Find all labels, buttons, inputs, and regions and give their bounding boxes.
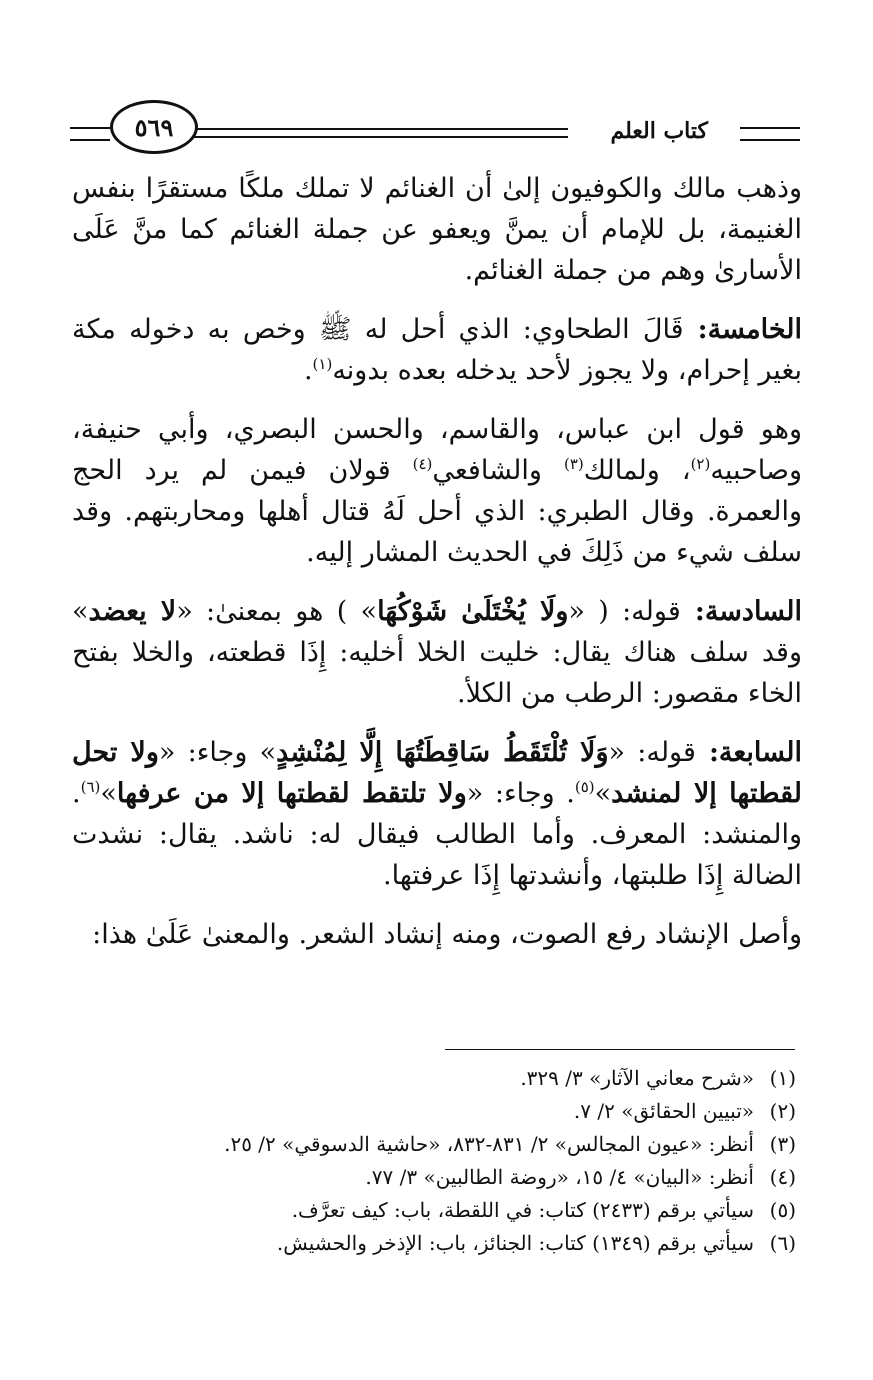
paragraph-5 — [72, 732, 802, 896]
footnote-item — [150, 1227, 796, 1260]
paragraph-1 — [72, 168, 802, 291]
paragraph-text: وأصل الإنشاد رفع الصوت، ومنه إنشاد الشعر. والمعنىٰ عَلَىٰ هذا: — [92, 919, 802, 950]
section-label-fifth: الخامسة: — [683, 314, 802, 345]
footnote-number: (٥) — [769, 1198, 796, 1222]
footnote-item — [150, 1128, 796, 1161]
footnote-ref-6[interactable]: (٦) — [80, 778, 101, 796]
footnote-number: (٤) — [769, 1165, 796, 1189]
footnote-number: (٢) — [769, 1099, 796, 1123]
hadith-quote: وَلَا تُلْتَقَطُ سَاقِطَتُهَا إِلَّا لِمُنْشِدٍ — [276, 737, 609, 768]
main-text — [72, 168, 802, 973]
section-label-seventh: السابعة: — [695, 737, 802, 768]
footnote-text: «تبيين الحقائق» ٢/ ٧. — [573, 1099, 754, 1123]
footnote-text: أنظر: «عيون المجالس» ٢/ ٨٣١-٨٣٢، «حاشية الدسوقي» ٢/ ٢٥. — [224, 1132, 754, 1156]
page-header — [70, 98, 800, 158]
paragraph-text: » وجاء: « — [158, 737, 277, 768]
paragraph-text: قوله: « — [608, 737, 696, 768]
footnote-item — [150, 1161, 796, 1194]
hadith-quote: ولَا يُخْتَلَىٰ شَوْكُهَا — [377, 596, 569, 627]
paragraph-text: » — [594, 778, 612, 809]
paragraph-text: » وقد سلف هناك يقال: خليت الخلا أخليه: إِذَا قطعته، والخلا بفتح الخاء مقصور: الرطب من الكلأ. — [72, 596, 802, 709]
hadith-quote: ولا تلتقط لقطتها إلا من عرفها — [116, 778, 467, 809]
footnote-text: «شرح معاني الآثار» ٣/ ٣٢٩. — [520, 1066, 754, 1090]
paragraph-end: . — [303, 355, 313, 386]
footnote-divider — [445, 1049, 795, 1050]
hadith-quote: لا يعضد — [88, 596, 177, 627]
paragraph-text: قولان فيمن لم يرد الحج والعمرة. وقال الطبري: الذي أحل لَهُ قتال أهلها ومحاربتهم. وقد سلف شيء من ذَلِكَ في الحديث المشار إليه. — [72, 455, 802, 568]
book-title: كتاب العلم — [610, 118, 708, 144]
header-ornament-left — [70, 127, 110, 141]
footnote-ref-1[interactable]: (١) — [312, 355, 333, 373]
footnote-item — [150, 1095, 796, 1128]
paragraph-text: ، ولمالك — [583, 455, 691, 486]
paragraph-text: قوله: ( « — [568, 596, 681, 627]
paragraph-text: » ) هو بمعنىٰ: « — [176, 596, 378, 627]
footnote-item — [150, 1194, 796, 1227]
footnote-ref-4[interactable]: (٤) — [412, 455, 433, 473]
footnote-text: أنظر: «البيان» ٤/ ١٥، «روضة الطالبين» ٣/ ٧٧. — [365, 1165, 754, 1189]
footnote-number: (١) — [769, 1066, 796, 1090]
paragraph-4 — [72, 591, 802, 714]
section-label-sixth: السادسة: — [680, 596, 802, 627]
footnote-number: (٦) — [769, 1231, 796, 1255]
paragraph-2 — [72, 309, 802, 391]
footnote-item — [150, 1062, 796, 1095]
page-number: ٥٦٩ — [134, 112, 174, 142]
paragraph-3 — [72, 409, 802, 573]
paragraph-text: . وجاء: « — [466, 778, 575, 809]
header-rule — [190, 128, 568, 138]
paragraph-text: . والمنشد: المعرف. وأما الطالب فيقال له: ناشد. يقال: نشدت الضالة إِذَا طلبتها، وأنشدتها إِذَا عرفتها. — [72, 778, 802, 891]
hadith-quote: ولا تحل لقطتها إلا لمنشد — [72, 737, 802, 809]
paragraph-text: وهو قول ابن عباس، والقاسم، والحسن البصري، وأبي حنيفة، وصاحبيه — [72, 414, 802, 486]
paragraph-text: » — [100, 778, 117, 809]
paragraph-text: قَالَ الطحاوي: الذي أحل له ﷺ وخص به دخوله مكة بغير إحرام، ولا يجوز لأحد يدخله بعده بدونه — [72, 314, 802, 386]
header-ornament-right — [740, 127, 800, 141]
footnote-number: (٣) — [769, 1132, 796, 1156]
footnotes-list — [150, 1062, 796, 1260]
footnote-ref-2[interactable]: (٢) — [690, 455, 711, 473]
footnote-ref-3[interactable]: (٣) — [563, 455, 584, 473]
footnote-text: سيأتي برقم (٢٤٣٣) كتاب: في اللقطة، باب: كيف تعرَّف. — [291, 1198, 754, 1222]
paragraph-6 — [72, 914, 802, 955]
page-number-badge — [110, 100, 198, 154]
paragraph-text: والشافعي — [432, 455, 564, 486]
footnote-ref-5[interactable]: (٥) — [574, 778, 595, 796]
paragraph-text: وذهب مالك والكوفيون إلىٰ أن الغنائم لا تملك ملكًا مستقرًا بنفس الغنيمة، بل للإمام أن يمنَّ ويعفو عن جملة الغنائم كما منَّ عَلَى الأسارىٰ وهم من جملة الغنائم. — [72, 173, 802, 286]
footnote-text: سيأتي برقم (١٣٤٩) كتاب: الجنائز، باب: الإذخر والحشيش. — [276, 1231, 754, 1255]
